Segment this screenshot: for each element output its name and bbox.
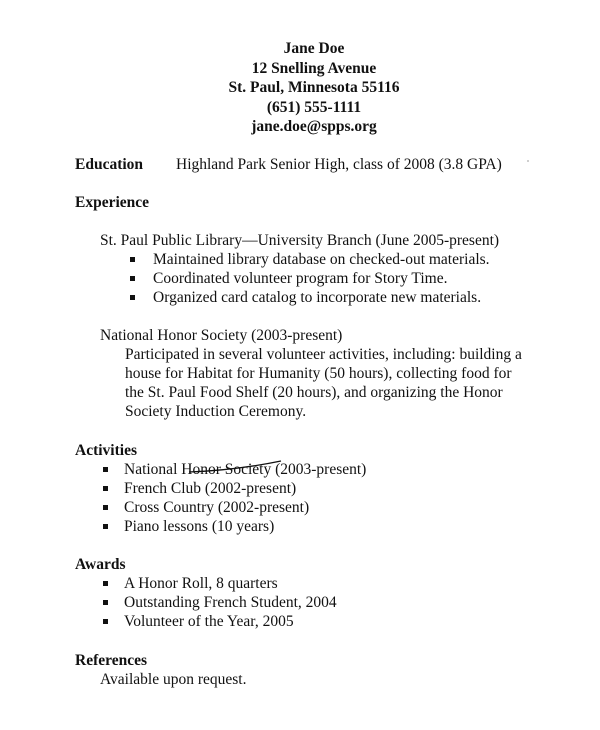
- city-state-zip: St. Paul, Minnesota 55116: [228, 79, 400, 96]
- activities-list: [124, 460, 366, 536]
- phone-number: (651) 555-1111: [266, 98, 362, 116]
- awards-list: [124, 574, 337, 631]
- list-item: [124, 574, 337, 593]
- awards-heading: Awards: [75, 556, 126, 573]
- description-line: the St. Paul Food Shelf (20 hours), and organizing the Honor: [125, 384, 503, 401]
- references-detail: Available upon request.: [100, 671, 247, 688]
- list-item-text: Coordinated volunteer program for Story Time.: [153, 270, 448, 287]
- list-item-text: Cross Country (2002-present): [124, 499, 310, 516]
- list-item-text: Piano lessons (10 years): [124, 518, 275, 535]
- bullet-marker: [103, 524, 108, 529]
- bullet-marker: [130, 276, 135, 281]
- email-address: jane.doe@spps.org: [251, 118, 377, 135]
- references-heading: References: [75, 652, 148, 669]
- list-item-text: National Honor Society (2003-present): [124, 461, 367, 478]
- bullet-marker: [130, 257, 135, 262]
- list-item: [153, 269, 490, 288]
- list-item-text: Organized card catalog to incorporate new materials.: [153, 289, 482, 306]
- list-item: [124, 460, 366, 479]
- bullet-marker: [103, 505, 108, 510]
- bullet-marker: [103, 486, 108, 491]
- list-item: [124, 479, 366, 498]
- bullet-marker: [103, 467, 108, 472]
- list-item: [153, 288, 490, 307]
- description-line: Society Induction Ceremony.: [125, 403, 307, 420]
- list-item: [124, 498, 366, 517]
- list-item-text: Outstanding French Student, 2004: [124, 594, 337, 611]
- scan-speck: [527, 160, 529, 162]
- list-item-text: Volunteer of the Year, 2005: [124, 613, 294, 630]
- list-item-text: A Honor Roll, 8 quarters: [124, 575, 278, 592]
- list-item: [124, 612, 337, 631]
- activities-heading: Activities: [75, 442, 137, 459]
- applicant-name: Jane Doe: [283, 40, 345, 57]
- description-line: Participated in several volunteer activities, including: building a: [125, 346, 522, 363]
- list-item: [153, 250, 490, 269]
- experience-heading: Experience: [75, 194, 150, 211]
- job-title-library: St. Paul Public Library—University Branch (June 2005-present): [100, 232, 500, 249]
- honor-society-description: [125, 345, 522, 421]
- bullet-marker: [103, 600, 108, 605]
- list-item: [124, 517, 366, 536]
- job-title-honor-society: National Honor Society (2003-present): [100, 327, 343, 344]
- bullet-marker: [103, 619, 108, 624]
- bullet-marker: [130, 295, 135, 300]
- description-line: house for Habitat for Humanity (50 hours), collecting food for: [125, 365, 512, 382]
- bullet-marker: [103, 581, 108, 586]
- list-item-text: French Club (2002-present): [124, 480, 297, 497]
- list-item-text: Maintained library database on checked-out materials.: [153, 251, 490, 268]
- contact-header: [0, 39, 600, 137]
- street-address: 12 Snelling Avenue: [251, 59, 377, 77]
- library-duties-list: [153, 250, 490, 307]
- education-heading: Education: [75, 156, 144, 173]
- education-detail: Highland Park Senior High, class of 2008 (3.8 GPA): [176, 156, 502, 173]
- list-item: [124, 593, 337, 612]
